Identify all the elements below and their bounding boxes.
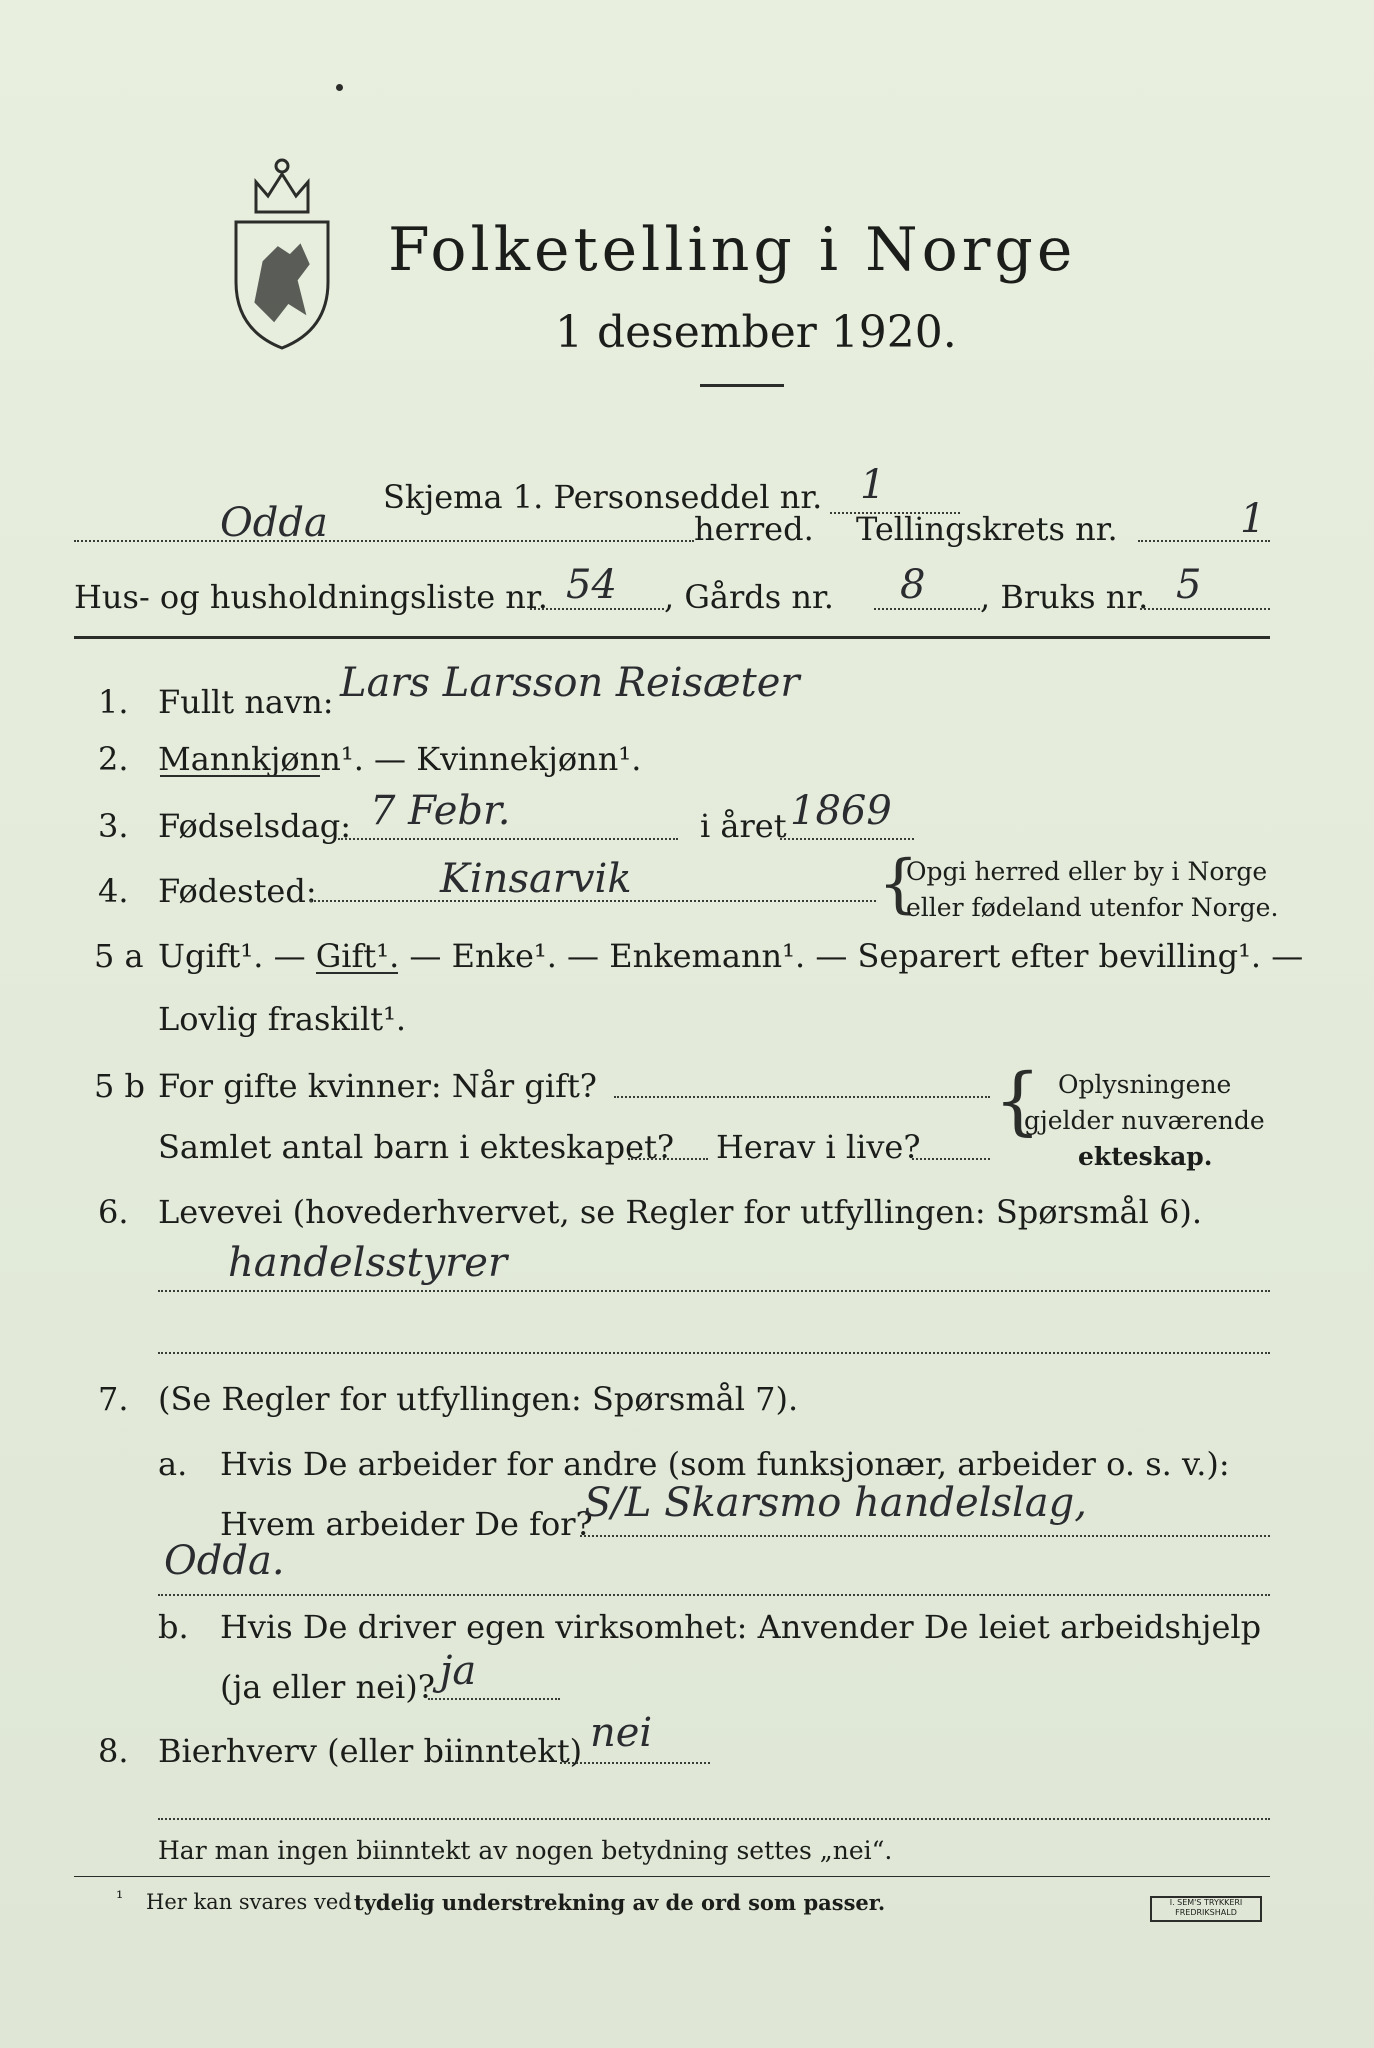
q7b-line2: (ja eller nei)? — [220, 1668, 435, 1706]
q2-label: Mannkjønn¹. — Kvinnekjønn¹. — [158, 740, 642, 778]
q4-note-line1: Opgi herred eller by i Norge — [906, 857, 1268, 886]
birth-year-value[interactable]: 1869 — [790, 788, 892, 834]
q5b-number: 5 b — [94, 1067, 146, 1105]
q5a-line1: Ugift¹. — Gift¹. — Enke¹. — Enkemann¹. — Separert efter bevilling¹. — — [158, 937, 1304, 975]
footnote-text-plain: Her kan svares ved — [146, 1890, 352, 1914]
q1-number: 1. — [98, 683, 129, 721]
bruks-nr-value[interactable]: 5 — [1176, 562, 1202, 608]
footnote-text-bold: tydelig understrekning av de ord som passer. — [354, 1890, 886, 1915]
birthdate-value[interactable]: 7 Febr. — [370, 788, 511, 834]
census-form-page: Folketelling i Norge 1 desember 1920. Skjema 1. Personseddel nr. 1 Odda herred. Tellingskrets nr. 1 Hus- og husholdningsliste nr. 54 , Gårds nr. 8 , Bruks nr. 5 1. Fullt navn: Lars Larsson Reisæter 2. Mannkjønn¹. — Kvinnekjønn¹. 3. Fødselsdag: 7 Febr. i året 1869 4. Fødested: Kinsarvik { Opgi herred eller by i Norge eller fødeland utenfor Norge. 5 a Ugift¹. — Gift¹. — Enke¹. — Enkemann¹. — Separert efter bevilling¹. — Lovlig fraskilt¹. 5 b For gifte kvinner: Når gift? Samlet antal barn i ekteskapet? Herav i live? { Oplysningene gjelder nuværende ekteskap. 6. Levevei (hovederhvervet, se Regler for utfyllingen: Spørsmål 6). handelsstyrer 7. (Se Regler for utfyllingen: Spørsmål 7). a. Hvis De arbeider for andre (som funksjonær, arbeider o. s. v.): Hvem arbeider De for? S/L Skarsmo handelslag, Odda. b. Hvis De driver egen virksomhet: Anvender De leiet arbeidshjelp (ja eller nei)? ja 8. Bierhverv (eller biinntekt) nei Har man ingen biinntekt av nogen betydning settes „nei“. ¹ Her kan svares ved tydelig understrekning av de ord som passer. I. SEM'S TRYKKERI FREDRIKSHALD — [0, 0, 1374, 2048]
herred-label: herred. — [694, 510, 814, 548]
q3-number: 3. — [98, 807, 129, 845]
q5b-line2a: Samlet antal barn i ekteskapet? — [158, 1128, 675, 1166]
q5b-note3: ekteskap. — [1078, 1142, 1213, 1171]
q1-label: Fullt navn: — [158, 683, 334, 721]
q7a-letter: a. — [158, 1445, 188, 1483]
q6-number: 6. — [98, 1193, 129, 1231]
herred-value[interactable]: Odda — [220, 500, 328, 546]
q5a-underline-gift — [316, 972, 398, 974]
q8-label: Bierhverv (eller biinntekt) — [158, 1732, 583, 1770]
q5a-number: 5 a — [94, 937, 144, 975]
q5b-note1: Oplysningene — [1058, 1070, 1232, 1099]
q3-year-label: i året — [700, 807, 787, 845]
header-divider — [74, 636, 1270, 639]
q5b-line1: For gifte kvinner: Når gift? — [158, 1067, 597, 1105]
q7b-line1: Hvis De driver egen virksomhet: Anvender De leiet arbeidshjelp — [220, 1608, 1262, 1646]
side-income-value[interactable]: nei — [590, 1710, 653, 1756]
gards-nr-value[interactable]: 8 — [900, 562, 926, 608]
full-name-value[interactable]: Lars Larsson Reisæter — [340, 660, 800, 706]
occupation-value[interactable]: handelsstyrer — [228, 1240, 508, 1286]
q4-label: Fødested: — [158, 872, 317, 910]
q4-number: 4. — [98, 872, 129, 910]
employer-value[interactable]: S/L Skarsmo handelslag, — [584, 1480, 1087, 1526]
q7-number: 7. — [98, 1380, 129, 1418]
footer-divider — [74, 1876, 1270, 1877]
skjema-label: Skjema 1. Personseddel nr. — [383, 478, 823, 516]
q5b-note2: gjelder nuværende — [1024, 1106, 1265, 1135]
title-divider — [700, 384, 784, 387]
tellingskrets-label: Tellingskrets nr. — [856, 510, 1118, 548]
q8-number: 8. — [98, 1732, 129, 1770]
q7-label: (Se Regler for utfyllingen: Spørsmål 7). — [158, 1380, 799, 1418]
personseddel-nr-value[interactable]: 1 — [860, 462, 886, 508]
q7a-line1: Hvis De arbeider for andre (som funksjonær, arbeider o. s. v.): — [220, 1445, 1230, 1483]
q2-number: 2. — [98, 740, 129, 778]
hired-help-value[interactable]: ja — [440, 1648, 477, 1694]
birthplace-value[interactable]: Kinsarvik — [440, 856, 632, 902]
bruks-label: , Bruks nr. — [980, 578, 1149, 616]
employer-place-value[interactable]: Odda. — [164, 1538, 285, 1584]
census-date: 1 desember 1920. — [555, 307, 957, 358]
tellingskrets-nr-value[interactable]: 1 — [1240, 496, 1266, 542]
footer-note: Har man ingen biinntekt av nogen betydning settes „nei“. — [158, 1836, 893, 1865]
q4-note-line2: eller fødeland utenfor Norge. — [906, 893, 1279, 922]
q5b-line2b: Herav i live? — [716, 1128, 921, 1166]
q3-label: Fødselsdag: — [158, 807, 352, 845]
printer-stamp: I. SEM'S TRYKKERI FREDRIKSHALD — [1150, 1896, 1262, 1922]
q7a-line2: Hvem arbeider De for? — [220, 1505, 593, 1543]
gards-label: , Gårds nr. — [664, 578, 834, 616]
q7b-letter: b. — [158, 1608, 189, 1646]
ink-dot — [336, 84, 343, 91]
footnote-mark: ¹ — [116, 1888, 124, 1909]
q5a-line2: Lovlig fraskilt¹. — [158, 1000, 407, 1038]
q6-label: Levevei (hovederhvervet, se Regler for utfyllingen: Spørsmål 6). — [158, 1193, 1203, 1231]
q2-underline-mannkjonn — [160, 775, 320, 777]
form-title: Folketelling i Norge — [388, 215, 1077, 285]
hus-label: Hus- og husholdningsliste nr. — [74, 578, 548, 616]
hus-nr-value[interactable]: 54 — [566, 562, 617, 608]
norway-coat-of-arms-icon — [226, 152, 338, 352]
